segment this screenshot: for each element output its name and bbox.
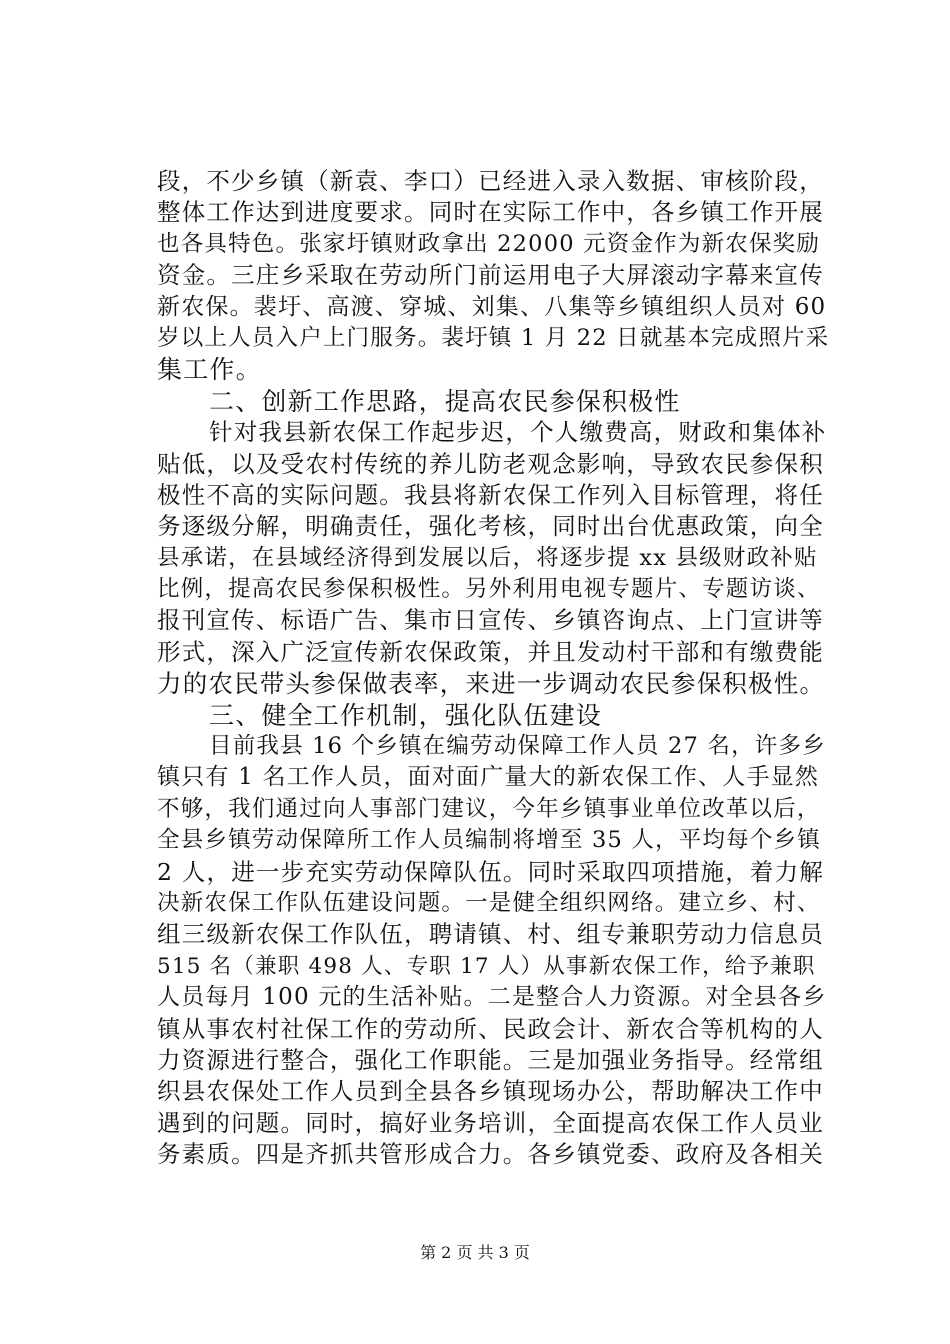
- text-line: 人员每月 100 元的生活补贴。二是整合人力资源。对全县各乡: [157, 984, 827, 1011]
- text-line: 报刊宣传、标语广告、集市日宣传、乡镇咨询点、上门宣讲等: [157, 606, 824, 635]
- text-line: 务素质。四是齐抓共管形成合力。各乡镇党委、政府及各相关: [157, 1140, 824, 1169]
- text-line: 决新农保工作队伍建设问题。一是健全组织网络。建立乡、村、: [157, 889, 821, 916]
- text-line: 镇从事农村社保工作的劳动所、民政会计、新农合等机构的人: [157, 1014, 824, 1043]
- text-line: 也各具特色。张家圩镇财政拿出 22000 元资金作为新农保奖励: [157, 230, 821, 257]
- text-line: 力资源进行整合，强化工作职能。三是加强业务指导。经常组: [157, 1045, 824, 1074]
- document-body: [157, 166, 829, 1171]
- text-line: 形式，深入广泛宣传新农保政策，并且发动村干部和有缴费能: [157, 637, 824, 666]
- text-line: 不够，我们通过向人事部门建议，今年乡镇事业单位改革以后，: [157, 795, 821, 822]
- text-line: 新农保。裴圩、高渡、穿城、刘集、八集等乡镇组织人员对 60: [157, 293, 827, 320]
- text-line: 针对我县新农保工作起步迟，个人缴费高，财政和集体补: [209, 418, 827, 447]
- text-line: 镇只有 1 名工作人员，面对面广量大的新农保工作、人手显然: [157, 764, 820, 791]
- text-line: 遇到的问题。同时，搞好业务培训，全面提高农保工作人员业: [157, 1108, 824, 1137]
- text-line: 资金。三庄乡采取在劳动所门前运用电子大屏滚动字幕来宣传: [157, 261, 824, 290]
- text-line: 组三级新农保工作队伍，聘请镇、村、组专兼职劳动力信息员: [157, 920, 824, 949]
- text-line: 段，不少乡镇（新袁、李口）已经进入录入数据、审核阶段，: [157, 167, 824, 195]
- text-line: 县承诺，在县域经济得到发展以后，将逐步提 xx 县级财政补贴: [157, 544, 818, 571]
- text-line: 515 名（兼职 498 人、专职 17 人）从事新农保工作，给予兼职: [157, 953, 816, 979]
- text-line: 力的农民带头参保做表率，来进一步调动农民参保积极性。: [157, 669, 826, 699]
- text-line: 比例，提高农民参保积极性。另外利用电视专题片、专题访谈、: [157, 576, 821, 603]
- text-line: 务逐级分解，明确责任，强化考核，同时出台优惠政策，向全: [157, 512, 824, 541]
- text-line: 织县农保处工作人员到全县各乡镇现场办公，帮助解决工作中: [157, 1077, 824, 1106]
- text-line: 极性不高的实际问题。我县将新农保工作列入目标管理，将任: [157, 480, 824, 509]
- text-line: 集工作。: [157, 355, 262, 385]
- text-line: 整体工作达到进度要求。同时在实际工作中，各乡镇工作开展: [157, 198, 824, 227]
- section-heading: 三、健全工作机制，强化队伍建设: [209, 700, 603, 730]
- text-line: 目前我县 16 个乡镇在编劳动保障工作人员 27 名，许多乡: [209, 733, 826, 760]
- text-line: 2 人，进一步充实劳动保障队伍。同时采取四项措施，着力解: [157, 857, 825, 886]
- section-heading: 二、创新工作思路，提高农民参保积极性: [209, 386, 681, 416]
- text-line: 岁以上人员入户上门服务。裴圩镇 1 月 22 日就基本完成照片采: [157, 324, 830, 351]
- text-line: 全县乡镇劳动保障所工作人员编制将增至 35 人，平均每个乡镇: [157, 827, 821, 854]
- text-line: 贴低，以及受农村传统的养儿防老观念影响，导致农民参保积: [157, 449, 824, 478]
- page-footer: 第 2 页 共 3 页: [420, 1243, 530, 1262]
